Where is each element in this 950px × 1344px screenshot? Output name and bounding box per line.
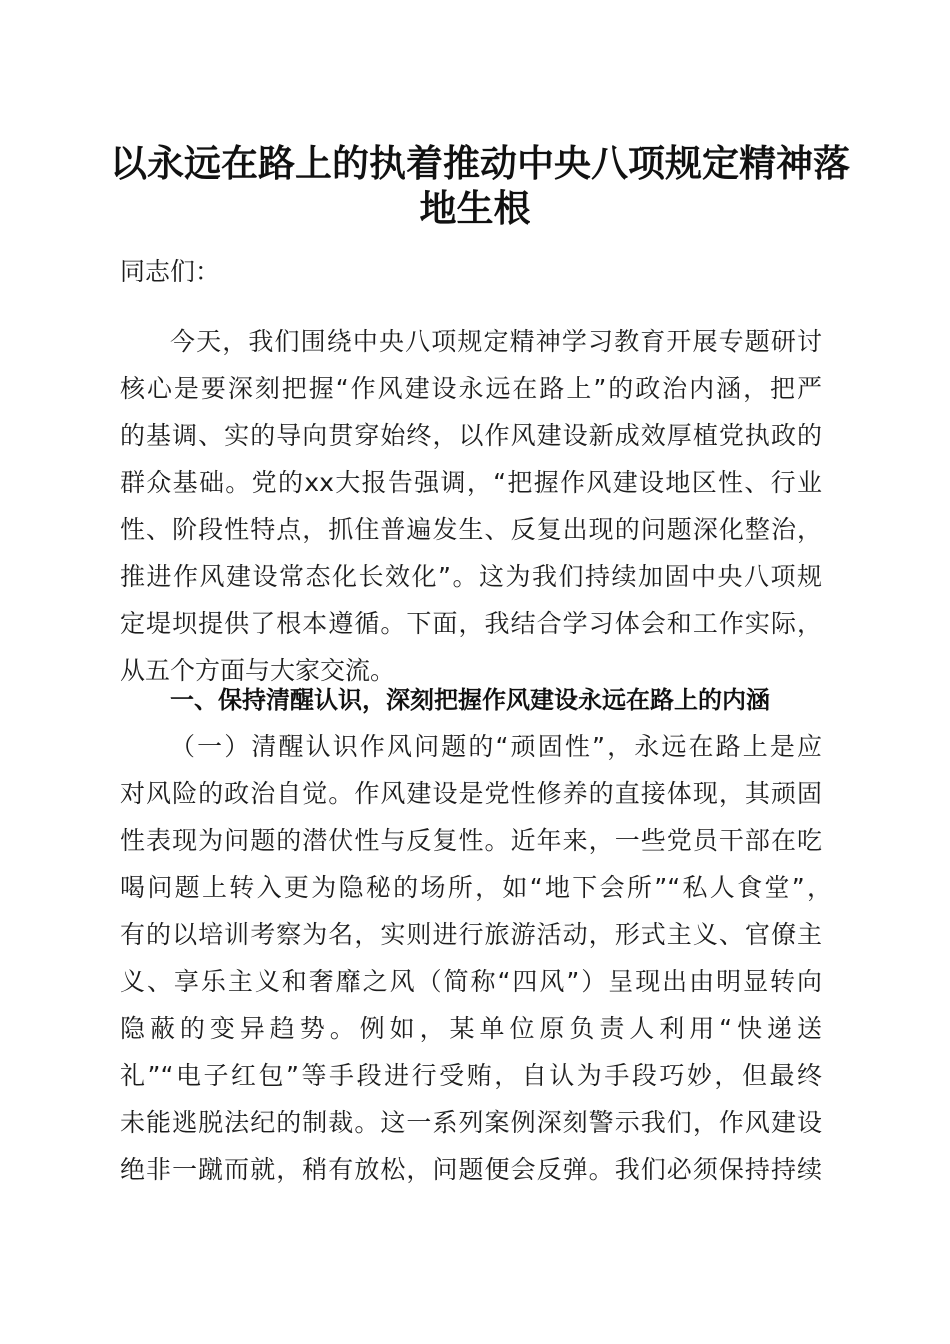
intro-line-8: 从五个方面与大家交流。 <box>120 656 396 685</box>
salutation: 同志们： <box>120 257 221 286</box>
section-heading-1: 一、保持清醒认识，深刻把握作风建设永远在路上的内涵 <box>170 686 770 714</box>
body-line-4: 喝问题上转入更为隐秘的场所，如“地下会所”“私人食堂”， <box>120 873 832 902</box>
document-title-line-1: 以永远在路上的执着推动中央八项规定精神落 <box>110 141 850 185</box>
document-title-line-2: 地生根 <box>419 186 531 230</box>
intro-line-4: 群众基础。党的xx大报告强调，“把握作风建设地区性、行业 <box>120 468 822 497</box>
body-line-3: 性表现为问题的潜伏性与反复性。近年来，一些党员干部在吃 <box>120 826 822 855</box>
body-line-10: 绝非一蹴而就，稍有放松，问题便会反弹。我们必须保持持续 <box>120 1155 822 1184</box>
intro-line-3: 的基调、实的导向贯穿始终，以作风建设新成效厚植党执政的 <box>120 421 822 450</box>
body-line-1: （一）清醒认识作风问题的“顽固性”，永远在路上是应 <box>170 732 822 761</box>
intro-line-5: 性、阶段性特点，抓住普遍发生、反复出现的问题深化整治， <box>120 515 822 544</box>
intro-line-7: 定堤坝提供了根本遵循。下面，我结合学习体会和工作实际， <box>120 609 822 638</box>
body-line-2: 对风险的政治自觉。作风建设是党性修养的直接体现，其顽固 <box>120 779 822 808</box>
body-line-5: 有的以培训考察为名，实则进行旅游活动，形式主义、官僚主 <box>120 920 822 949</box>
body-line-6: 义、享乐主义和奢靡之风（简称“四风”）呈现出由明显转向 <box>120 967 822 996</box>
body-line-7: 隐蔽的变异趋势。例如，某单位原负责人利用“快递送 <box>120 1014 822 1043</box>
body-line-8: 礼”“电子红包”等手段进行受贿，自认为手段巧妙，但最终 <box>120 1061 822 1090</box>
body-line-9: 未能逃脱法纪的制裁。这一系列案例深刻警示我们，作风建设 <box>120 1108 822 1137</box>
intro-line-6: 推进作风建设常态化长效化”。这为我们持续加固中央八项规 <box>120 562 822 591</box>
intro-line-1: 今天，我们围绕中央八项规定精神学习教育开展专题研讨 <box>170 327 822 356</box>
intro-line-2: 核心是要深刻把握“作风建设永远在路上”的政治内涵，把严 <box>120 374 822 403</box>
